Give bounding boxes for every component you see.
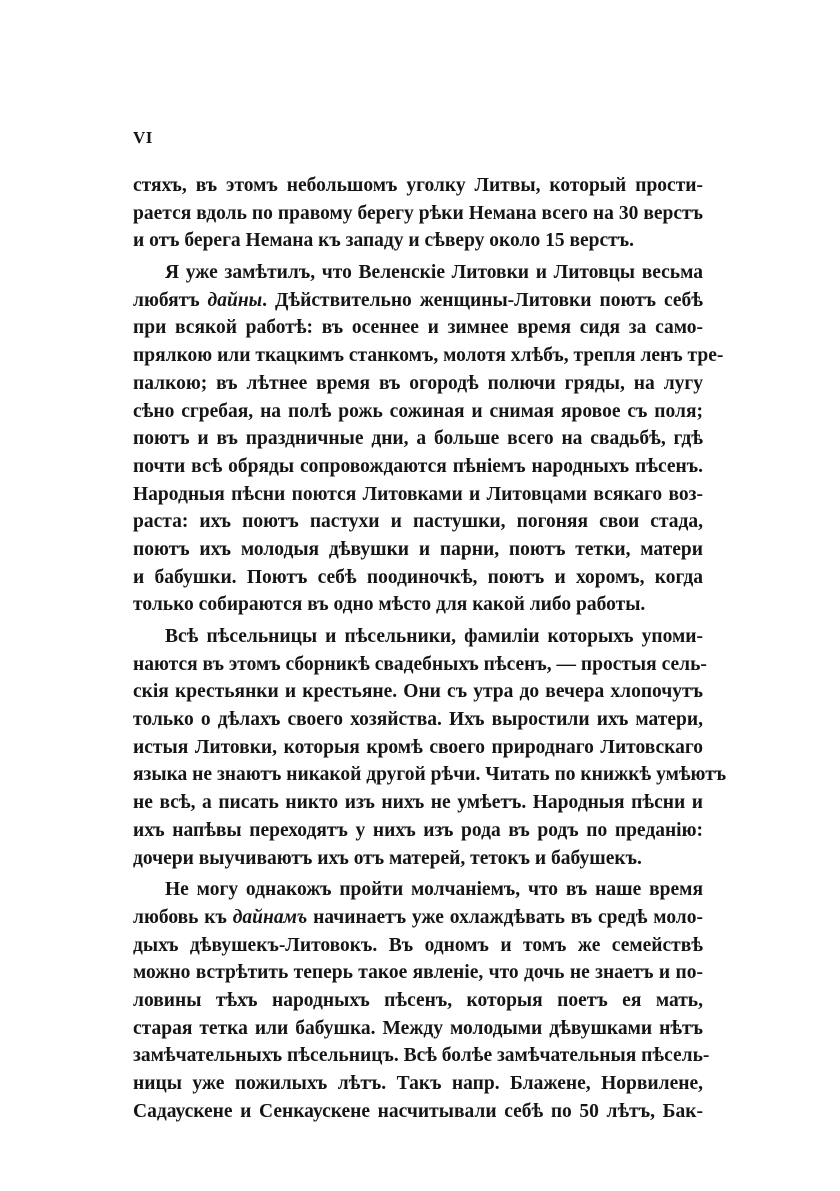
paragraph (133, 172, 703, 255)
paragraph (133, 623, 727, 872)
text-line: раста: ихъ поютъ пастухи и пастушки, погоняя свои стада, (133, 511, 703, 533)
text-line: Народныя пѣсни поются Литовками и Литовцами всякаго воз- (133, 483, 703, 505)
text-line: скія крестьянки и крестьяне. Они съ утра до вечера хлопочутъ (133, 681, 703, 703)
text-line: и отъ берега Немана къ западу и сѣверу около 15 верстъ. (133, 230, 634, 252)
text-line: и бабушки. Поютъ себѣ поодиночкѣ, поютъ и хоромъ, когда (133, 566, 703, 588)
text-line: рается вдоль по правому берегу рѣки Немана всего на 30 верстъ (133, 202, 703, 224)
text-line: дыхъ дѣвушекъ-Литовокъ. Въ одномъ и томъ же семействѣ (133, 934, 703, 956)
text-line: языка не знаютъ никакой другой рѣчи. Читать по книжкѣ умѣютъ (133, 764, 727, 786)
paragraph (133, 876, 710, 1125)
text-line: ницы уже пожилыхъ лѣтъ. Такъ напр. Блажене, Норвилене, (133, 1073, 703, 1094)
text-line: ихъ напѣвы переходятъ у нихъ изъ рода въ родъ по преданію: (133, 819, 703, 841)
text-line: поютъ и въ праздничные дни, а больше всего на свадьбѣ, гдѣ (133, 428, 703, 450)
text-line: можно встрѣтить теперь такое явленіе, что дочь не знаетъ и по- (133, 962, 703, 984)
text-line: любовь къ дайнамъ начинаетъ уже охлаждѣвать въ средѣ моло- (133, 906, 703, 928)
text-line: наются въ этомъ сборникѣ свадебныхъ пѣсенъ, — простыя сель- (133, 653, 707, 675)
text-line: любятъ дайны. Дѣйствительно женщины-Литовки поютъ себѣ (133, 289, 703, 311)
text-line: не всѣ, а писать никто изъ нихъ не умѣетъ. Народныя пѣсни и (133, 792, 703, 814)
text-line: прялкою или ткацкимъ станкомъ, молотя хлѣбъ, трепля ленъ тре- (133, 345, 724, 367)
text-line: истыя Литовки, которыя кромѣ своего природнаго Литовскаго (133, 736, 703, 758)
text-line: Я уже замѣтилъ, что Веленскіе Литовки и Литовцы весьма (165, 262, 703, 284)
text-line: палкою; въ лѣтнее время въ огородѣ полючи гряды, на лугу (133, 372, 703, 394)
text-line: замѣчательныхъ пѣсельницъ. Всѣ болѣе замѣчательныя пѣсель- (133, 1045, 710, 1067)
text-line: старая тетка или бабушка. Между молодыми дѣвушками нѣтъ (133, 1017, 703, 1039)
text-line: только о дѣлахъ своего хозяйства. Ихъ выростили ихъ матери, (133, 709, 703, 731)
text-line: при всякой работѣ: въ осеннее и зимнее время сидя за само- (133, 317, 703, 339)
page-body (133, 172, 727, 1125)
italic-term: дайны (207, 289, 263, 311)
page-number: VI (133, 128, 153, 147)
text-line: сѣно сгребая, на полѣ рожь сожиная и снимая яровое съ поля; (133, 400, 703, 422)
text-line: ловины тѣхъ народныхъ пѣсенъ, которыя поетъ ея мать, (133, 989, 703, 1011)
text-line: Всѣ пѣсельницы и пѣсельники, фамиліи которыхъ упоми- (165, 626, 703, 647)
text-line: Не могу однакожъ пройти молчаніемъ, что въ наше время (165, 879, 703, 901)
text-line: поютъ ихъ молодыя дѣвушки и парни, поютъ тетки, матери (133, 538, 703, 560)
text-line: почти всѣ обряды сопровождаются пѣніемъ народныхъ пѣсенъ. (133, 455, 703, 477)
text-line: стяхъ, въ этомъ небольшомъ уголку Литвы, который прости- (133, 175, 703, 196)
paragraph (133, 259, 724, 619)
text-line: дочери выучиваютъ ихъ отъ матерей, тетокъ и бабушекъ. (133, 847, 642, 869)
text-line: только собираются въ одно мѣсто для какой либо работы. (133, 594, 646, 616)
italic-term: дайнамъ (232, 906, 308, 928)
text-line: Садаускене и Сенкаускене насчитывали себѣ по 50 лѣтъ, Бак- (133, 1100, 703, 1122)
